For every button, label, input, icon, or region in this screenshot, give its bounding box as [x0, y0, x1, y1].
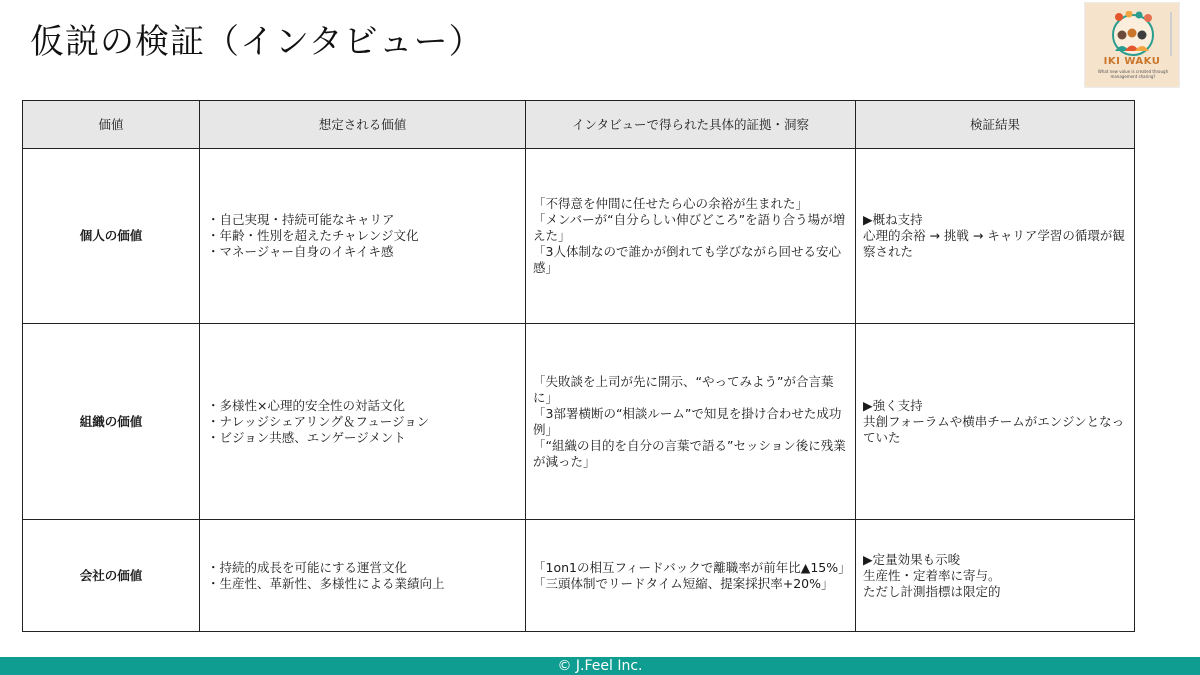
list-item: ・ナレッジシェアリング＆フュージョン	[207, 413, 430, 429]
divider	[1170, 12, 1172, 56]
evidence-cell	[526, 324, 856, 520]
result-detail: ただし計測指標は限定的	[863, 583, 1001, 599]
column-header-interview-evidence: インタビューで得られた具体的証拠・洞察	[526, 101, 856, 149]
result-cell	[856, 149, 1135, 324]
quote: 「3人体制なので誰かが倒れても学びながら回せる安心感」	[533, 244, 841, 275]
logo-tagline: What new value is created through management sharing?	[1097, 69, 1169, 79]
list-item: ・マネージャー自身のイキイキ感	[207, 244, 394, 259]
result-detail: 共創フォーラムや横串チームがエンジンとなっていた	[863, 413, 1125, 445]
column-header-expected-value: 想定される価値	[200, 101, 526, 149]
row-label: 会社の価値	[23, 520, 200, 632]
result-detail: 心理的余裕 → 挑戦 → キャリア学習の循環が観察された	[863, 228, 1125, 259]
quote: 「三頭体制でリードタイム短縮、提案採択率+20%」	[533, 575, 834, 591]
logo-brand-text: IKI WAKU	[1103, 56, 1161, 67]
quote: 「不得意を仲間に任せたら心の余裕が生まれた」	[533, 196, 809, 211]
table-header-row	[23, 101, 1135, 149]
list-item: ・自己実現・持続可能なキャリア	[207, 212, 395, 227]
quote: 「“組織の目的を自分の言葉で語る”セッション後に残業が減った」	[533, 437, 846, 469]
quote: 「失敗談を上司が先に開示、“やってみよう”が合言葉に」	[533, 373, 834, 405]
table-row	[23, 324, 1135, 520]
result-verdict: ▶概ね支持	[863, 212, 923, 227]
column-header-verification-result: 検証結果	[856, 101, 1135, 149]
company-logo	[1084, 2, 1180, 88]
result-verdict: ▶強く支持	[863, 397, 923, 413]
expected-value-cell	[200, 149, 526, 324]
result-verdict: ▶定量効果も示唆	[863, 551, 961, 567]
result-cell	[856, 520, 1135, 632]
table-row	[23, 149, 1135, 324]
column-header-value: 価値	[23, 101, 200, 149]
result-detail: 生産性・定着率に寄与。	[863, 567, 1001, 583]
row-label: 個人の価値	[23, 149, 200, 324]
four-people-speech-bubbles-icon	[1103, 11, 1163, 57]
quote: 「メンバーが“自分らしい伸びどころ”を語り合う場が増えた」	[533, 212, 846, 243]
evidence-cell	[526, 520, 856, 632]
value-verification-table	[22, 100, 1135, 632]
list-item: ・年齢・性別を超えたチャレンジ文化	[207, 228, 419, 243]
list-item: ・多様性×心理的安全性の対話文化	[207, 397, 405, 413]
result-cell	[856, 324, 1135, 520]
table-row	[23, 520, 1135, 632]
quote: 「1on1の相互フィードバックで離職率が前年比▲15%」	[533, 559, 851, 575]
list-item: ・ビジョン共感、エンゲージメント	[207, 429, 406, 445]
expected-value-cell	[200, 324, 526, 520]
quote: 「3部署横断の“相談ルーム”で知見を掛け合わせた成功例」	[533, 405, 842, 437]
expected-value-cell	[200, 520, 526, 632]
list-item: ・生産性、革新性、多様性による業績向上	[207, 575, 445, 591]
page-title: 仮説の検証（インタビュー）	[30, 22, 484, 62]
list-item: ・持続的成長を可能にする運営文化	[207, 559, 408, 575]
row-label: 組織の価値	[23, 324, 200, 520]
evidence-cell	[526, 149, 856, 324]
footer-copyright: © J.Feel Inc.	[0, 657, 1200, 675]
